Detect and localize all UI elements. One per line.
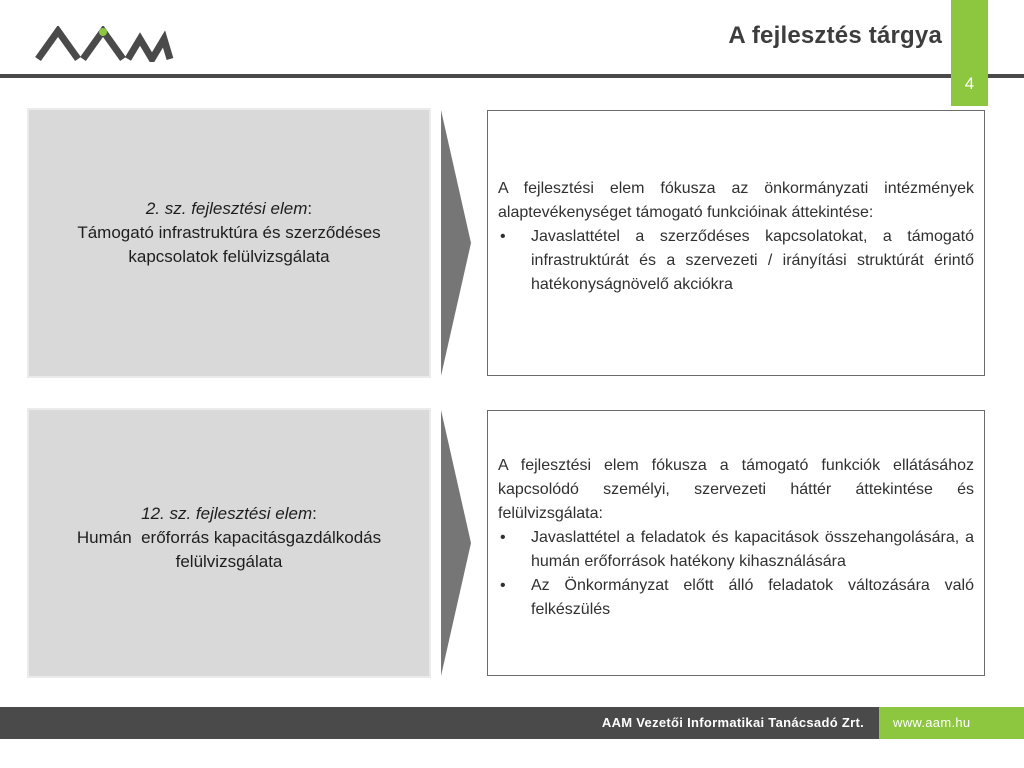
element-title-line: Támogató infrastruktúra és szerződéses (77, 223, 381, 242)
description-bullets (498, 225, 974, 297)
element-number: 12. sz. fejlesztési elem (141, 504, 313, 523)
element-number-colon: : (307, 199, 313, 218)
page-number-tab (951, 0, 988, 106)
header-divider (0, 74, 1024, 78)
element-description-box (487, 410, 985, 676)
chevron-right-icon (441, 110, 471, 376)
element-description-box (487, 110, 985, 376)
bullet-item: • Javaslattétel a feladatok és kapacitások összehangolására, a humán erőforrások hatékony kihasználására (498, 526, 974, 574)
element-number: 2. sz. fejlesztési elem (145, 199, 308, 218)
page-title: A fejlesztés tárgya (728, 22, 942, 49)
page-number: 4 (964, 74, 975, 93)
chevron-right-icon (441, 410, 471, 676)
bullet-item: • Javaslattétel a szerződéses kapcsolatokat, a támogató infrastruktúrát és a szervezeti / irányítási struktúrát érintő hatékonyságnövelő akciókra (498, 225, 974, 297)
element-number-colon: : (312, 504, 317, 523)
footer-bar (0, 707, 1024, 739)
element-title-line: kapcsolatok felülvizsgálata (128, 247, 330, 266)
element-title-box (29, 410, 429, 676)
element-title-text (77, 197, 380, 269)
aam-logo-icon (34, 26, 174, 62)
element-title-line: Humán erőforrás kapacitásgazdálkodás (76, 528, 382, 547)
footer-company-name: AAM Vezetői Informatikai Tanácsadó Zrt. (601, 715, 864, 730)
element-title-line: felülvizsgálata (175, 552, 283, 571)
element-title-text (77, 502, 381, 574)
description-intro: A fejlesztési elem fókusza a támogató funkciók ellátásához kapcsolódó személyi, szervezeti háttér áttekintése és felülvizsgálata: (498, 457, 974, 522)
bullet-item: • Az Önkormányzat előtt álló feladatok változására való felkészülés (498, 574, 974, 622)
element-title-box (29, 110, 429, 376)
footer-website-link[interactable]: www.aam.hu (893, 715, 971, 730)
description-bullets (498, 526, 974, 622)
description-intro: A fejlesztési elem fókusza az önkormányzati intézmények alaptevékenységet támogató funkcióinak áttekintése: (498, 180, 974, 221)
